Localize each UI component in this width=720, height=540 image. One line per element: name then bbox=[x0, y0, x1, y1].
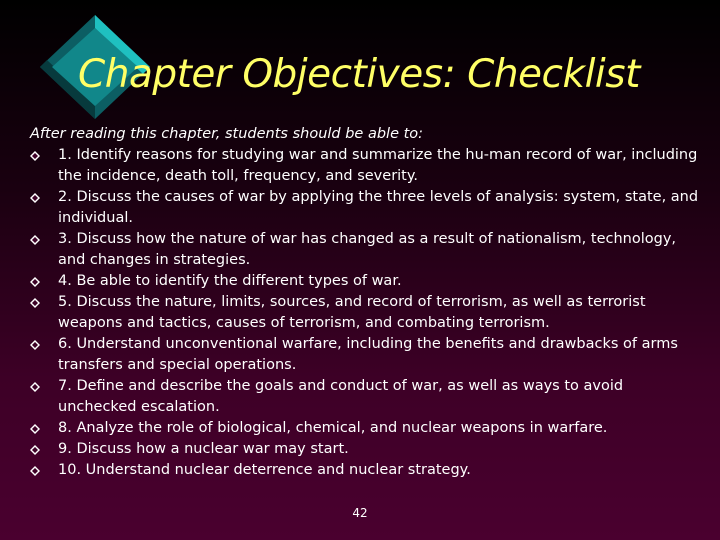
list-item bbox=[30, 376, 705, 418]
objective-text: 7. Define and describe the goals and conduct of war, as well as ways to avoid unchecked escalation. bbox=[58, 378, 624, 415]
diamond-bullet-icon bbox=[30, 277, 40, 287]
list-item bbox=[30, 292, 705, 334]
objective-text: 4. Be able to identify the different types of war. bbox=[58, 273, 402, 289]
list-item bbox=[30, 439, 705, 460]
list-item bbox=[30, 187, 705, 229]
diamond-bullet-icon bbox=[30, 382, 40, 392]
diamond-bullet-icon bbox=[30, 424, 40, 434]
objective-text: 6. Understand unconventional warfare, including the benefits and drawbacks of arms transfers and special operations. bbox=[58, 336, 678, 373]
list-item bbox=[30, 229, 705, 271]
objective-text: 10. Understand nuclear deterrence and nuclear strategy. bbox=[58, 462, 471, 478]
page-number: 42 bbox=[352, 506, 368, 520]
objective-text: 5. Discuss the nature, limits, sources, and record of terrorism, as well as terrorist weapons and tactics, causes of terrorism, and combating terrorism. bbox=[58, 294, 646, 331]
diamond-bullet-icon bbox=[30, 298, 40, 308]
diamond-bullet-icon bbox=[30, 340, 40, 350]
diamond-bullet-icon bbox=[30, 151, 40, 161]
objective-text: 8. Analyze the role of biological, chemical, and nuclear weapons in warfare. bbox=[58, 420, 608, 436]
list-item bbox=[30, 145, 705, 187]
diamond-bullet-icon bbox=[30, 466, 40, 476]
diamond-bullet-icon bbox=[30, 445, 40, 455]
objective-text: 3. Discuss how the nature of war has changed as a result of nationalism, technology, and changes in strategies. bbox=[58, 231, 677, 268]
list-item bbox=[30, 460, 705, 481]
list-item bbox=[30, 271, 705, 292]
objectives-list bbox=[30, 145, 705, 481]
diamond-bullet-icon bbox=[30, 235, 40, 245]
slide-title: Chapter Objectives: Checklist bbox=[78, 52, 640, 97]
list-item bbox=[30, 418, 705, 439]
slide-content bbox=[30, 124, 705, 481]
objective-text: 9. Discuss how a nuclear war may start. bbox=[58, 441, 349, 457]
diamond-bullet-icon bbox=[30, 193, 40, 203]
objective-text: 2. Discuss the causes of war by applying the three levels of analysis: system, state, and individual. bbox=[58, 189, 699, 226]
objective-text: 1. Identify reasons for studying war and summarize the hu-man record of war, including the incidence, death toll, frequency, and severity. bbox=[58, 147, 698, 184]
list-item bbox=[30, 334, 705, 376]
intro-text: After reading this chapter, students should be able to: bbox=[30, 126, 424, 142]
